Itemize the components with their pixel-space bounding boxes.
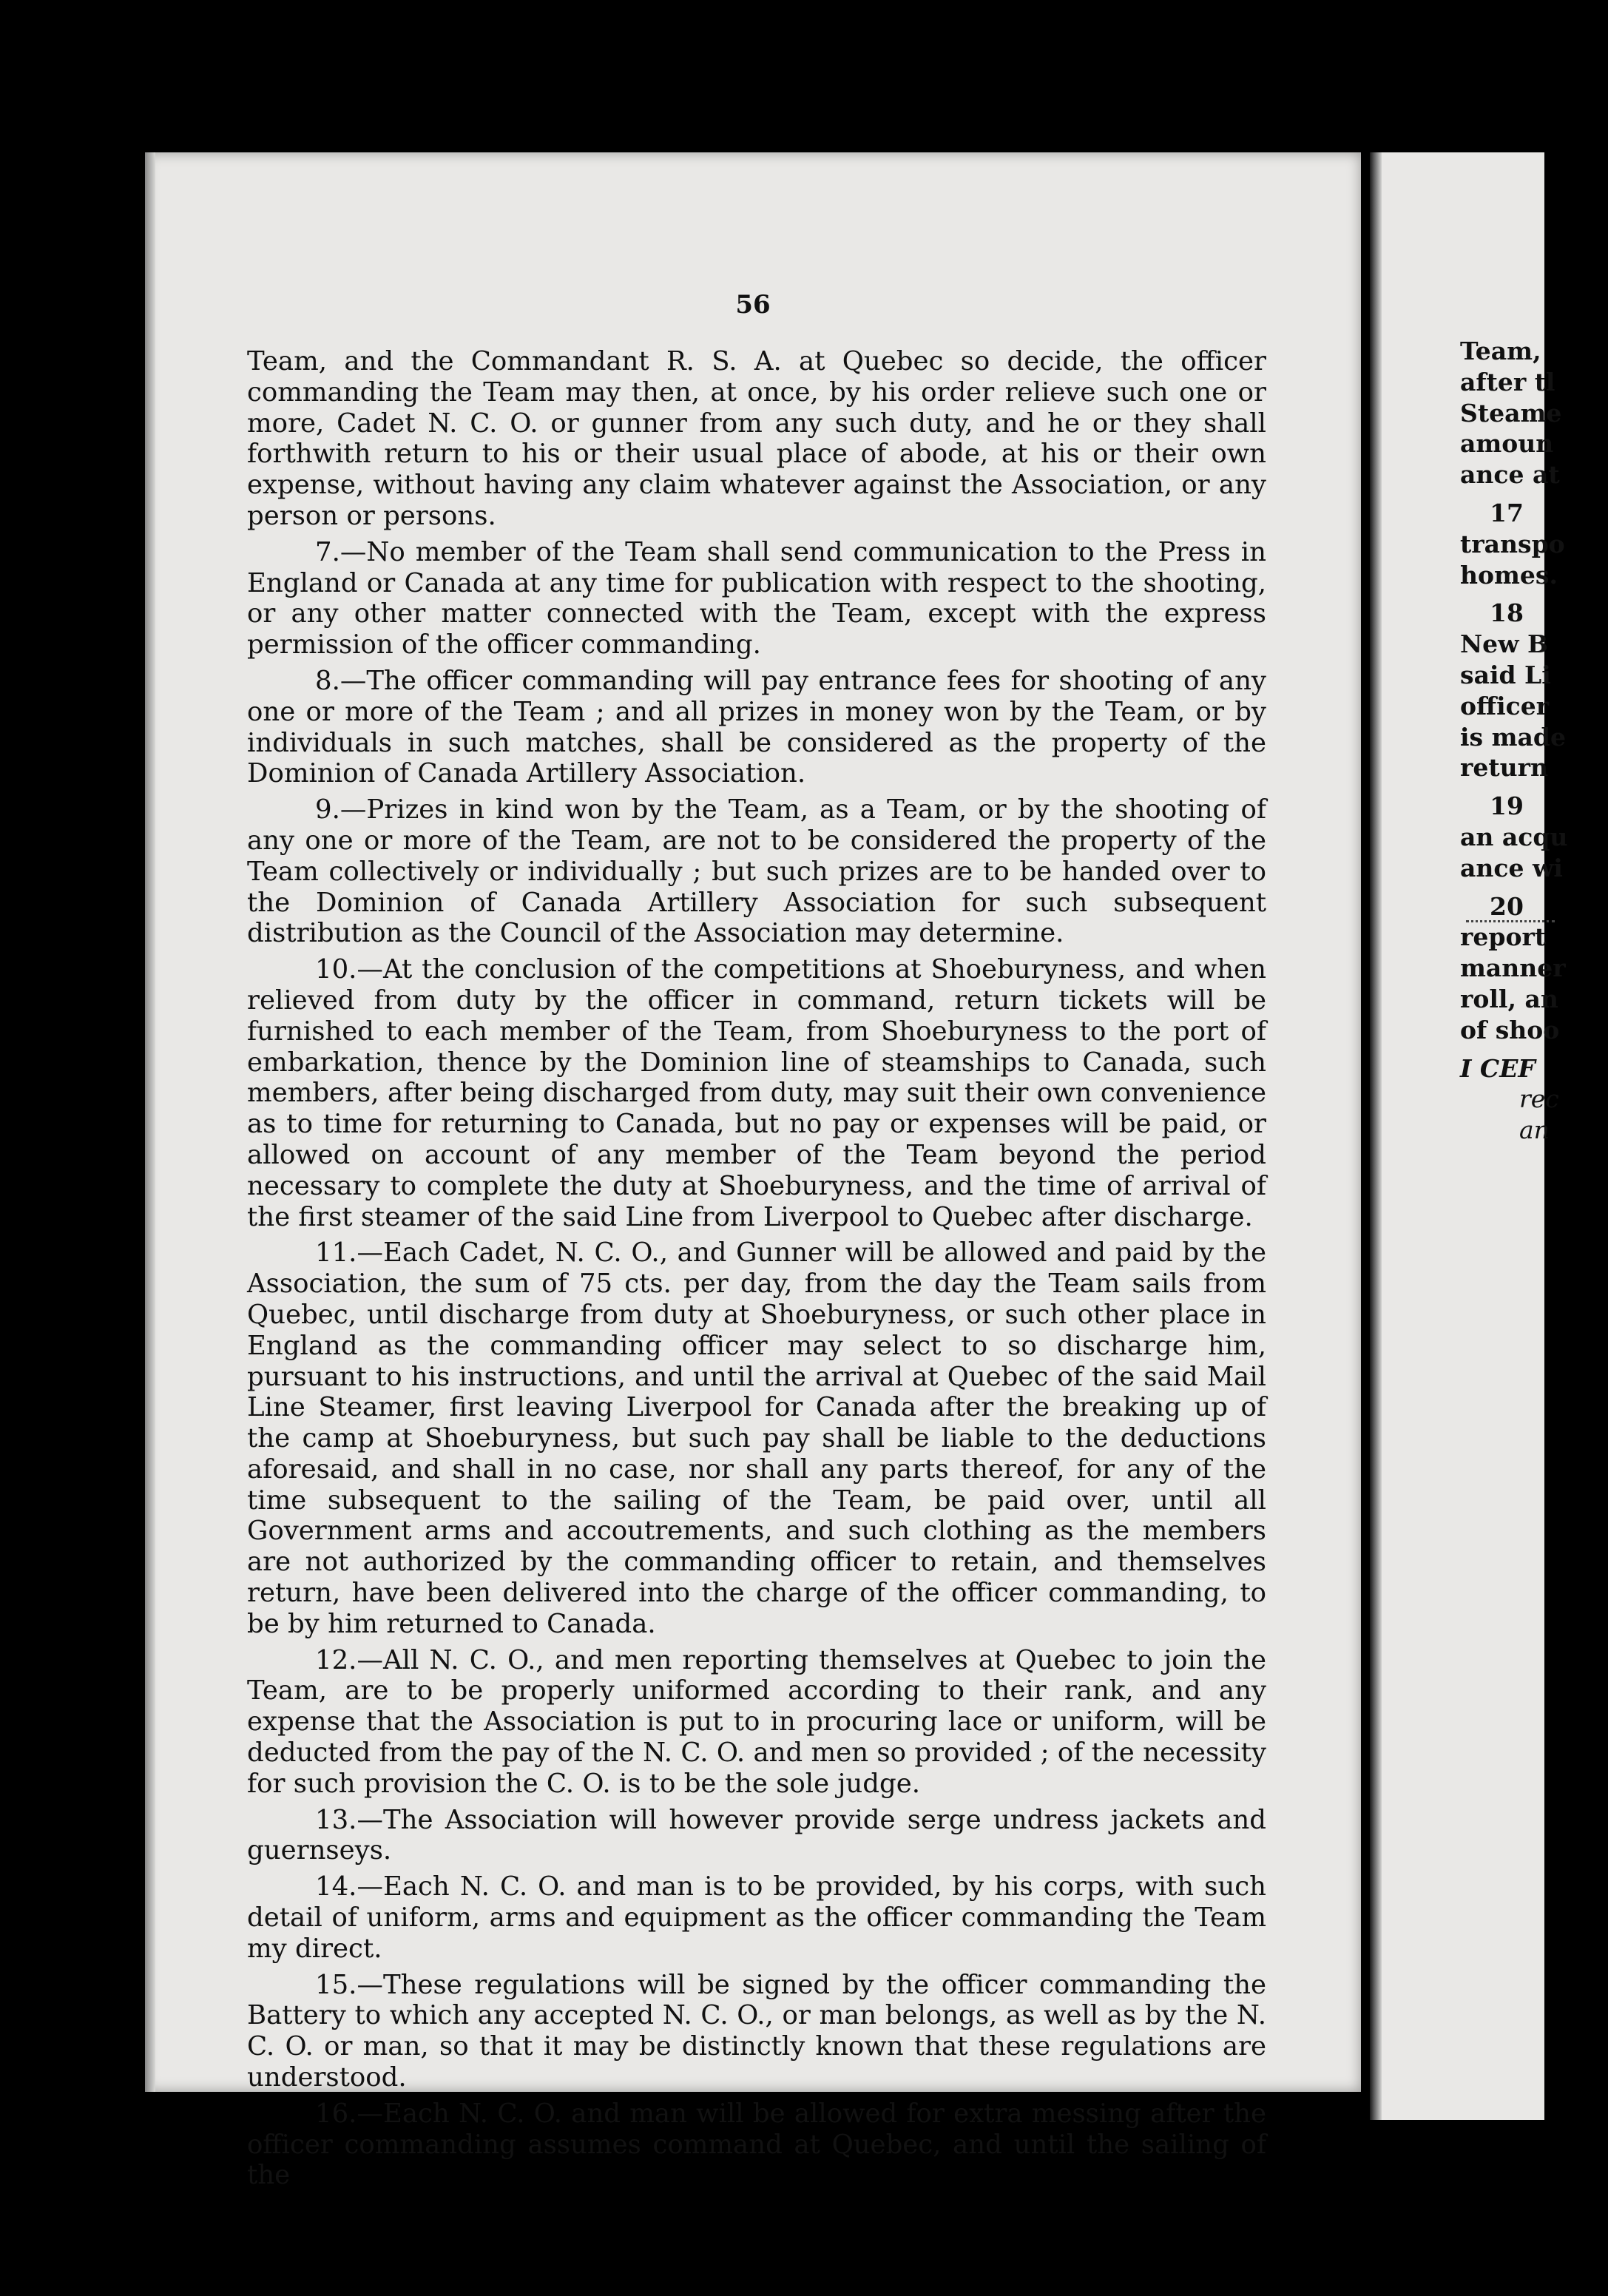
- right-fragment-11: New B: [1460, 629, 1548, 659]
- right-fragment-25: of shoo: [1460, 1015, 1560, 1044]
- right-fragment-22: report: [1460, 922, 1547, 952]
- right-page-text-fragments: [1460, 336, 1608, 1146]
- paragraph-9: 15.—These regulations will be signed by the officer commanding the Battery to which any accepted N. C. O., or man belongs, as well as by the N. C. O. or man, so that it may be distinctly known that these regulations are understood.: [247, 1969, 1266, 2093]
- paragraph-4: 10.—At the conclusion of the competitions at Shoeburyness, and when relieved from duty by the officer in command, return tickets will be furnished to each member of the Team, from Shoeburyness to the port of embarkation, thence by the Dominion line of steamships to Canada, such members, after being discharged from duty, may suit their own convenience as to time for returning to Canada, but no pay or expenses will be paid, or allowed on account of any member of the Team beyond the period necessary to complete the duty at Shoeburyness, and the time of arrival of the first steamer of the said Line from Liverpool to Quebec after discharge.: [247, 954, 1266, 1232]
- right-fragment-15: return: [1460, 753, 1548, 783]
- paragraph-10: 16.—Each N. C. O. and man will be allowed for extra messing after the officer commanding assumes command at Quebec, and until the sailing of the: [247, 2098, 1266, 2191]
- right-fragment-27: I CEF: [1460, 1053, 1536, 1083]
- body-text: [247, 346, 1266, 2196]
- paragraph-6: 12.—All N. C. O., and men reporting themselves at Quebec to join the Team, are to be properly uniformed according to their rank, and any expense that the Association is put to in procuring lace or uniform, will be deducted from the pay of the N. C. O. and men so provided ; of the necessity for such provision the C. O. is to be the sole judge.: [247, 1644, 1266, 1799]
- paragraph-5: 11.—Each Cadet, N. C. O., and Gunner will be allowed and paid by the Association, the sum of 75 cts. per day, from the day the Team sails from Quebec, until discharge from duty at Shoeburyness, or such other place in England as the commanding officer may select to so discharge him, pursuant to his instructions, and until the arrival at Quebec of the said Mail Line Steamer, first leaving Liverpool for Canada after the breaking up of the camp at Shoeburyness, but such pay shall be liable to the deductions aforesaid, and shall in no case, nor shall any parts thereof, for any of the time subsequent to the sailing of the Team, be paid over, until all Government arms and accoutrements, and such clothing as the members are not authorized by the commanding officer to retain, and themselves return, have been delivered into the charge of the officer commanding, to be by him returned to Canada.: [247, 1238, 1266, 1639]
- right-fragment-29: an: [1519, 1115, 1550, 1145]
- right-fragment-16: [1460, 783, 1608, 791]
- right-fragment-17: 19: [1490, 791, 1524, 821]
- paragraph-7: 13.—The Association will however provide serge undress jackets and guernseys.: [247, 1804, 1266, 1866]
- right-fragment-23: manner: [1460, 953, 1566, 983]
- right-fragment-20: [1460, 884, 1608, 891]
- right-fragment-13: officer: [1460, 691, 1550, 720]
- page-fold-shadow: [145, 152, 155, 2092]
- right-fragment-10: 18: [1490, 598, 1524, 628]
- right-fragment-19: ance wi: [1460, 853, 1563, 882]
- right-fragment-21: 20: [1490, 891, 1524, 921]
- right-page-edge: [1370, 152, 1568, 2120]
- left-page: [145, 152, 1361, 2191]
- paragraph-2: 8.—The officer commanding will pay entrance fees for shooting of any one or more of the Team ; and all prizes in money won by the Team, or by individuals in such matches, shall be considered as the property of the Dominion of Canada Artillery Association.: [247, 665, 1266, 789]
- right-fragment-2: Steame: [1460, 398, 1562, 428]
- paragraph-8: 14.—Each N. C. O. and man is to be provided, by his corps, with such detail of uniform, arms and equipment as the officer commanding the Team my direct.: [247, 1871, 1266, 1964]
- right-fragment-5: [1460, 490, 1608, 498]
- right-fragment-8: homes.: [1460, 560, 1558, 590]
- paragraph-0: Team, and the Commandant R. S. A. at Quebec so decide, the officer commanding the Team may then, at once, by his order relieve such one or more, Cadet N. C. O. or gunner from any such duty, and he or they shall forthwith return to his or their usual place of abode, at his or their own expense, without having any claim whatever against the Association, or any person or persons.: [247, 346, 1266, 531]
- right-fragment-28: rec: [1519, 1084, 1559, 1114]
- paragraph-3: 9.—Prizes in kind won by the Team, as a Team, or by the shooting of any one or more of the Team, are not to be considered the property of the Team collectively or individually ; but such prizes are to be handed over to the Dominion of Canada Artillery Association for such subsequent distribution as the Council of the Association may determine.: [247, 794, 1266, 949]
- right-fragment-12: said Li: [1460, 660, 1551, 689]
- dotted-rule: [1466, 920, 1555, 922]
- right-fragment-18: an acqu: [1460, 822, 1568, 851]
- right-fragment-26: [1460, 1046, 1608, 1053]
- book-gutter: [1370, 152, 1382, 2120]
- right-fragment-9: [1460, 590, 1608, 598]
- page-number: 56: [735, 290, 771, 320]
- right-fragment-24: roll, an: [1460, 984, 1558, 1013]
- right-fragment-3: amoun: [1460, 429, 1554, 459]
- right-fragment-14: is made: [1460, 722, 1566, 752]
- right-fragment-7: transpo: [1460, 529, 1565, 558]
- right-fragment-1: after tl: [1460, 367, 1555, 396]
- right-fragment-0: Team,: [1460, 337, 1541, 365]
- right-fragment-4: ance at: [1460, 460, 1560, 490]
- right-fragment-6: 17: [1490, 498, 1524, 527]
- paragraph-1: 7.—No member of the Team shall send communication to the Press in England or Canada at any time for publication with respect to the shooting, or any other matter connected with the Team, except with the express permission of the officer commanding.: [247, 536, 1266, 661]
